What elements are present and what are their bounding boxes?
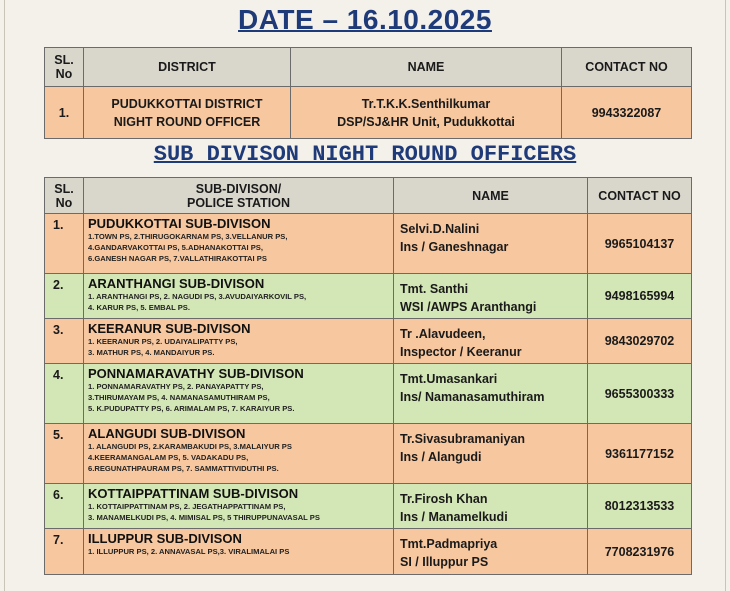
contact-cell: 9361177152 <box>588 424 692 484</box>
header-sl: SL. No <box>45 178 84 214</box>
police-station-line: 5. K.PUDUPATTY PS, 6. ARIMALAM PS, 7. KARAIYUR PS. <box>88 404 295 414</box>
contact-cell: 9655300333 <box>588 364 692 424</box>
header-subdivision-line2: POLICE STATION <box>186 195 290 210</box>
table-header-row <box>45 178 692 214</box>
police-station-line: 6.REGUNATHPAURAM PS, 7. SAMMATTIVIDUTHI PS. <box>88 464 279 474</box>
header-contact: CONTACT NO <box>588 178 692 214</box>
officer-name-cell <box>394 484 588 529</box>
police-station-line: 4.GANDARVAKOTTAI PS, 5.ADHANAKOTTAI PS, <box>88 243 263 253</box>
table-row <box>45 484 692 529</box>
subdivision-rows <box>45 214 692 575</box>
subdivision-name: KEERANUR SUB-DIVISON <box>88 321 251 336</box>
police-station-line: 3.THIRUMAYAM PS, 4. NAMANASAMUTHIRAM PS, <box>88 393 270 403</box>
contact-cell: 9498165994 <box>588 274 692 319</box>
subdivision-cell <box>84 214 394 274</box>
district-line1: PUDUKKOTTAI DISTRICT <box>111 96 263 111</box>
sl-cell: 2. <box>45 274 84 319</box>
police-station-line: 6.GANESH NAGAR PS, 7.VALLATHIRAKOTTAI PS <box>88 254 267 264</box>
sl-cell: 7. <box>45 529 84 575</box>
date-heading: DATE – 16.10.2025 <box>238 4 492 35</box>
officer-name: Tr.Sivasubramaniyan <box>400 432 526 446</box>
district-officer-table <box>44 47 692 139</box>
contact-cell: 9965104137 <box>588 214 692 274</box>
officer-name: Tmt.Padmapriya <box>400 537 498 551</box>
officer-name-cell <box>394 214 588 274</box>
officer-name-cell <box>394 364 588 424</box>
police-station-line: 1. ALANGUDI PS, 2.KARAMBAKUDI PS, 3.MALAIYUR PS <box>88 442 292 451</box>
officer-name-cell <box>394 274 588 319</box>
police-station-line: 3. MATHUR PS, 4. MANDAIYUR PS. <box>88 348 215 358</box>
name-cell <box>291 87 562 139</box>
header-name: NAME <box>291 48 562 87</box>
police-station-line: 1. ILLUPPUR PS, 2. ANNAVASAL PS,3. VIRALIMALAI PS <box>88 547 290 556</box>
officer-designation: Ins / Manamelkudi <box>400 510 508 524</box>
table-row <box>45 364 692 424</box>
officer-designation: Ins / Ganeshnagar <box>400 240 509 254</box>
subdivision-cell <box>84 274 394 319</box>
officer-name: Tr.Firosh Khan <box>400 492 488 506</box>
officer-designation: Ins / Alangudi <box>400 450 482 464</box>
district-cell <box>84 87 291 139</box>
officer-name: Selvi.D.Nalini <box>400 222 480 236</box>
officer-name-cell <box>394 424 588 484</box>
subdivision-name: ALANGUDI SUB-DIVISON <box>88 426 246 441</box>
police-station-line: 1.TOWN PS, 2.THIRUGOKARNAM PS, 3.VELLANUR PS, <box>88 232 288 241</box>
officer-name-cell <box>394 319 588 364</box>
police-station-line: 3. MANAMELKUDI PS, 4. MIMISAL PS, 5 THIRUPPUNAVASAL PS <box>88 513 320 523</box>
table-row <box>45 319 692 364</box>
officer-designation: SI / Illuppur PS <box>400 555 489 569</box>
officer-name-cell <box>394 529 588 575</box>
officer-designation: Inspector / Keeranur <box>400 345 522 359</box>
subdivision-cell <box>84 319 394 364</box>
contact-cell: 8012313533 <box>588 484 692 529</box>
police-station-line: 4. KARUR PS, 5. EMBAL PS. <box>88 303 190 313</box>
subdivision-cell <box>84 424 394 484</box>
contact-cell: 9943322087 <box>562 87 692 139</box>
subdivision-officers-table <box>44 177 692 575</box>
header-subdivision-line1: SUB-DIVISON/ <box>195 181 282 196</box>
header-sl: SL. No <box>45 48 84 87</box>
subdivision-cell <box>84 364 394 424</box>
sl-cell: 6. <box>45 484 84 529</box>
police-station-line: 1. PONNAMARAVATHY PS, 2. PANAYAPATTY PS, <box>88 382 264 391</box>
subdivision-name: PUDUKKOTTAI SUB-DIVISON <box>88 216 271 231</box>
sl-cell: 4. <box>45 364 84 424</box>
header-subdivision <box>84 178 394 214</box>
header-district: DISTRICT <box>84 48 291 87</box>
officer-name: Tmt.Umasankari <box>400 372 498 386</box>
police-station-line: 1. ARANTHANGI PS, 2. NAGUDI PS, 3.AVUDAIYARKOVIL PS, <box>88 292 307 301</box>
subdivision-cell <box>84 529 394 575</box>
police-station-line: 4.KEERAMANGALAM PS, 5. VADAKADU PS, <box>88 453 249 463</box>
sl-cell: 3. <box>45 319 84 364</box>
officer-designation: WSI /AWPS Aranthangi <box>400 300 537 314</box>
police-station-line: 1. KOTTAIPPATTINAM PS, 2. JEGATHAPPATTINAM PS, <box>88 502 286 511</box>
section-heading: SUB DIVISON NIGHT ROUND OFFICERS <box>153 142 577 167</box>
officer-name: Tmt. Santhi <box>400 282 469 296</box>
officer-name: Tr .Alavudeen, <box>400 327 486 341</box>
subdivision-cell <box>84 484 394 529</box>
police-station-line: 1. KEERANUR PS, 2. UDAIYALIPATTY PS, <box>88 337 238 346</box>
subdivision-name: KOTTAIPPATTINAM SUB-DIVISON <box>88 486 299 501</box>
subdivision-name: ARANTHANGI SUB-DIVISON <box>88 276 265 291</box>
subdivision-name: ILLUPPUR SUB-DIVISON <box>88 531 242 546</box>
sl-cell: 1. <box>45 87 84 139</box>
sl-cell: 1. <box>45 214 84 274</box>
subdivision-name: PONNAMARAVATHY SUB-DIVISON <box>88 366 304 381</box>
table-row <box>45 529 692 575</box>
table-row <box>45 424 692 484</box>
contact-cell: 9843029702 <box>588 319 692 364</box>
name-line2: DSP/SJ&HR Unit, Pudukkottai <box>337 114 515 129</box>
table-row <box>45 87 692 139</box>
header-contact: CONTACT NO <box>562 48 692 87</box>
district-line2: NIGHT ROUND OFFICER <box>113 114 261 129</box>
contact-cell: 7708231976 <box>588 529 692 575</box>
header-name: NAME <box>394 178 588 214</box>
name-line1: Tr.T.K.K.Senthilkumar <box>361 96 491 111</box>
sl-cell: 5. <box>45 424 84 484</box>
table-header-row <box>45 48 692 87</box>
officer-designation: Ins/ Namanasamuthiram <box>400 390 545 404</box>
table-row <box>45 214 692 274</box>
table-row <box>45 274 692 319</box>
